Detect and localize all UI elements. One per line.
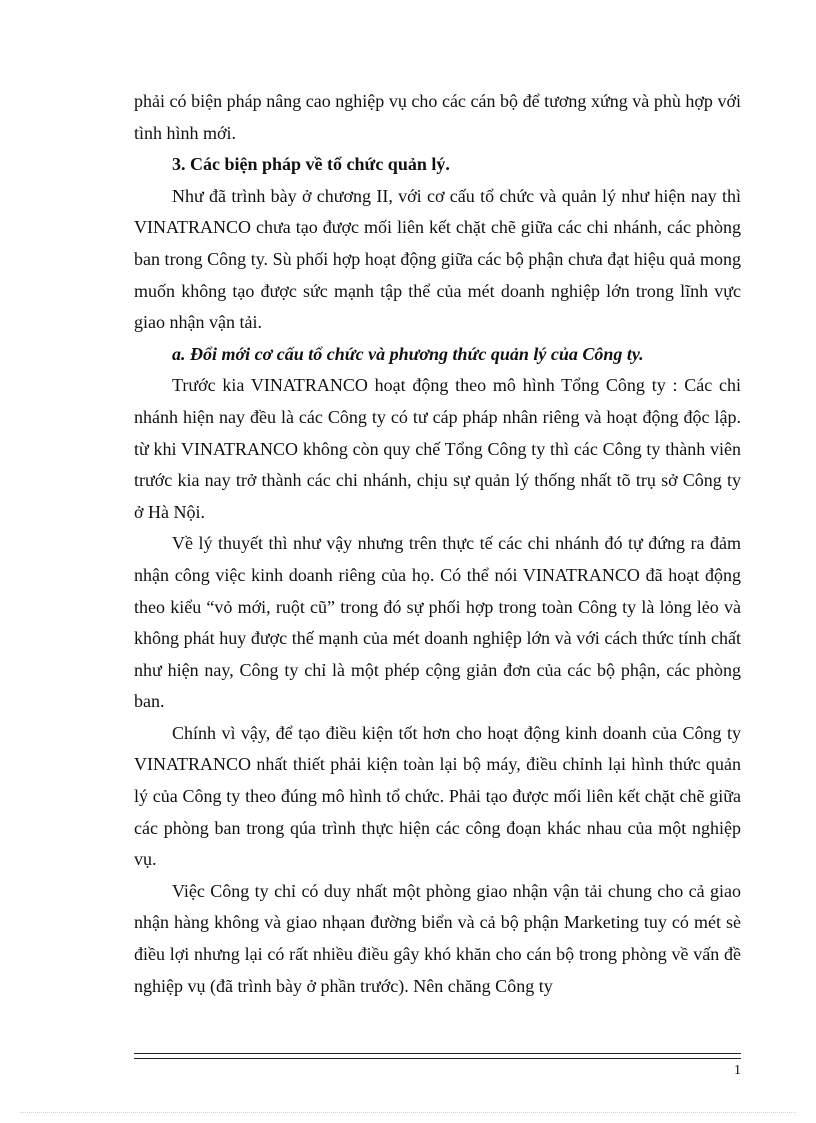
page-bottom-edge <box>20 1112 796 1113</box>
paragraph-history: Trước kia VINATRANCO hoạt động theo mô hình Tổng Công ty : Các chi nhánh hiện nay đều là các Công ty có tư cáp pháp nhân riêng và hoạt động độc lập. từ khi VINATRANCO không còn quy chế Tổng Công ty thì các Công ty thành viên trước kia nay trở thành các chi nhánh, chịu sự quản lý thống nhất tõ trụ sở Công ty ở Hà Nội. <box>134 375 741 522</box>
paragraph-reform: Chính vì vậy, để tạo điều kiện tốt hơn cho hoạt động kinh doanh của Công ty VINATRANCO nhất thiết phải kiện toàn lại bộ máy, điều chỉnh lại hình thức quản lý của Công ty theo đúng mô hình tổ chức. Phải tạo được mối liên kết chặt chẽ giữa các phòng ban trong qúa trình thực hiện các công đoạn khác nhau của một nghiệp vụ. <box>134 722 741 870</box>
paragraph-theory: Về lý thuyết thì như vậy nhưng trên thực tế các chi nhánh đó tự đứng ra đảm nhận công việc kinh doanh riêng của họ. Có thể nói VINATRANCO đã hoạt động theo kiểu “vỏ mới, ruột cũ” trong đó sự phối hợp trong toàn Công ty là lỏng lẻo và không phát huy được thế mạnh của mét doanh nghiệp lớn và với cách thức tính chất như hiện nay, Công ty chỉ là một phép cộng giản đơn của các bộ phận, các phòng ban. <box>134 533 741 712</box>
document-page <box>134 86 741 1002</box>
page-number: 1 <box>734 1063 741 1078</box>
paragraph-intro: Như đã trình bày ở chương II, với cơ cấu tổ chức và quản lý như hiện nay thì VINATRANCO chưa tạo được mối liên kết chặt chẽ giữa các chi nhánh, các phòng ban trong Công ty. Sù phối hợp hoạt động giữa các bộ phận chưa đạt hiệu quả mong muốn không tạo được sức mạnh tập thể của mét doanh nghiệp lớn trong lĩnh vực giao nhận vận tải. <box>134 185 741 333</box>
paragraph-department: Việc Công ty chỉ có duy nhất một phòng giao nhận vận tải chung cho cả giao nhận hàng không và giao nhạan đường biển và cả bộ phận Marketing tuy có mét sè điều lợi nhưng lại có rất nhiều điều gây khó khăn cho cán bộ trong phòng về vấn đề nghiệp vụ (đã trình bày ở phần trước). Nên chăng Công ty <box>134 880 741 996</box>
section-heading: 3. Các biện pháp về tổ chức quản lý. <box>172 154 450 175</box>
paragraph-continuation: phải có biện pháp nâng cao nghiệp vụ cho các cán bộ để tương xứng và phù hợp với tình hình mới. <box>134 91 741 143</box>
footer-divider <box>134 1053 741 1059</box>
subsection-heading: a. Đổi mới cơ cấu tổ chức và phương thức quản lý của Công ty. <box>172 343 644 364</box>
